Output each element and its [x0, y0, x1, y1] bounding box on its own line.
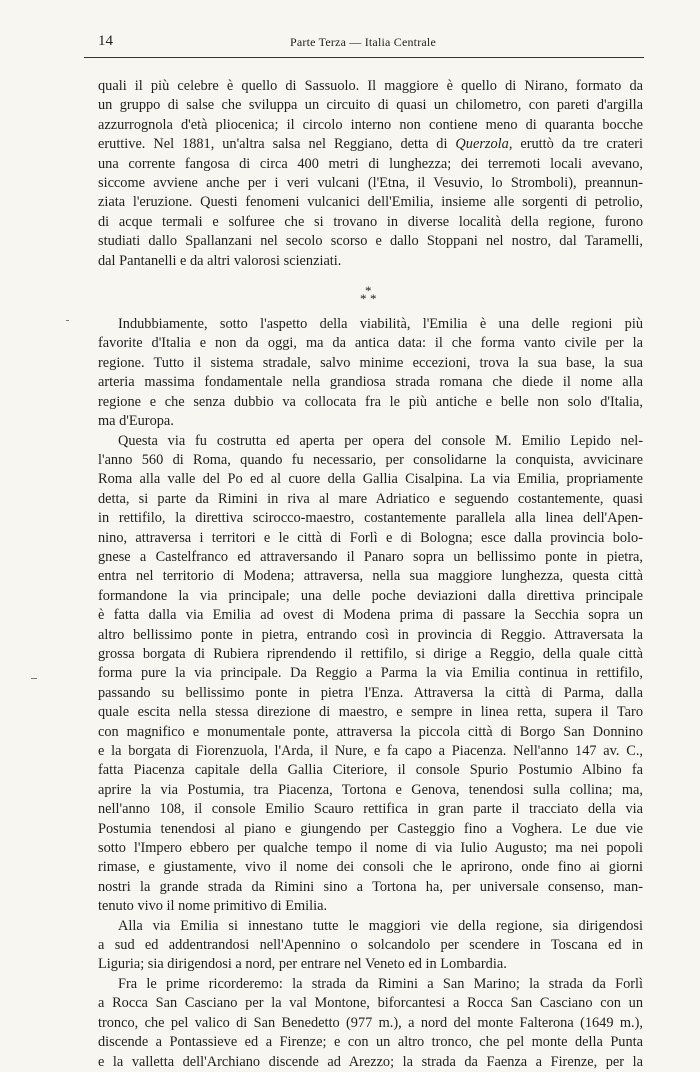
text-line: una corrente fangosa di circa 400 metri di lunghezza; dei terremoti locali avevano,: [98, 155, 643, 172]
text-line: azzurrognola d'età pliocenica; il circolo interno non contiene meno di quaranta bocche: [98, 116, 643, 133]
text-line: grossa borgata di Rubiera riprendendo il rettifilo, si dirige a Reggio, della quale città: [98, 645, 643, 662]
text-line: favorite d'Italia e non da oggi, ma da antica data: il che forma vanto civile per la: [98, 335, 643, 352]
text-line: fatta Piacenza capitale della Gallia Citeriore, il console Spurio Postumio Albino fa: [98, 762, 643, 779]
text-line: in rettifilo, la direttiva scirocco-maestro, costantemente parallela alla linea dell'Apen-: [98, 510, 643, 527]
text-line: dal Pantanelli e da altri valorosi scienziati.: [98, 252, 342, 269]
header-rule: [84, 57, 644, 58]
text-line: forma pure la via principale. Da Reggio a Parma la via Emilia continua in rettifilo,: [98, 665, 643, 682]
text-line: rimase, e giustamente, vivo il nome dei consoli che le aprirono, onde fino ai giorni: [98, 859, 643, 876]
text-line: tenuto vivo il nome primitivo di Emilia.: [98, 898, 328, 915]
page-header: [84, 33, 642, 53]
text-line: tronco, che pel valico di San Benedetto (977 m.), a nord del monte Falterona (1649 m.),: [98, 1014, 643, 1031]
margin-speck: [31, 678, 37, 679]
text-line: passando su bellissimo ponte in pietra l'Enza. Attraversa la città di Parma, dalla: [98, 684, 643, 701]
text-line: con magnifico e monumentale ponte, attraversa la piccola città di Borgo San Donnino: [98, 723, 643, 740]
text-line: e la borgata di Fiorenzuola, l'Arda, il Nure, e fa capo a Piacenza. Nell'anno 147 av. C.,: [98, 743, 643, 759]
text-line: gnese a Castelfranco ed attraversando il Panaro sopra un bellissimo ponte in pietra,: [98, 548, 643, 565]
text-line: aprire la via Postumia, tra Piacenza, Tortona e Genova, tenendosi sulla collina; ma,: [98, 781, 643, 798]
asterism-separator: * * *: [360, 283, 377, 307]
text-line: entra nel territorio di Modena; attraversa, nella sua maggiore lunghezza, questa città: [98, 568, 643, 585]
text-line: formandone la via principale; una delle poche deviazioni dalla direttiva principale: [98, 587, 643, 604]
page-number: 14: [98, 33, 113, 49]
text-line: siccome avviene anche per i veri vulcani (l'Etna, il Vesuvio, lo Stromboli), preannun-: [98, 175, 643, 192]
text-line: arteria massima fondamentale nella grandiosa strada romana che diede il nome alla: [98, 374, 643, 391]
body-text: [98, 77, 643, 1072]
text-line: ziata l'eruzione. Questi fenomeni vulcanici dell'Emilia, insieme alle sorgenti di petrolio,: [98, 194, 643, 211]
text-line: di acque termali e solfuree che si trovano in diverse località della regione, furono: [98, 213, 643, 230]
text-line: regione e che senza dubbio va collocata fra le più antiche e belle non solo d'Italia,: [98, 393, 643, 410]
text-line: Questa via fu costrutta ed aperta per opera del console M. Emilio Lepido nel-: [118, 432, 643, 449]
text-line: e la valletta dell'Archiano discende ad Arezzo; la strada da Faenza a Firenze, per la: [98, 1053, 643, 1070]
text-line: quali il più celebre è quello di Sassuolo. Il maggiore è quello di Nirano, formato da: [98, 78, 643, 94]
text-line: Indubbiamente, sotto l'aspetto della viabilità, l'Emilia è una delle regioni più: [118, 316, 643, 333]
text-line: Liguria; sia dirigendosi a nord, per entrare nel Veneto ed in Lombardia.: [98, 956, 507, 973]
text-line: discende a Pontassieve ed a Firenze; e con un altro tronco, che pel monte della Punta: [98, 1034, 643, 1051]
text-line: a Rocca San Casciano per la val Montone, biforcantesi a Rocca San Casciano con un: [98, 995, 643, 1012]
paragraph-southern-roads: [98, 975, 643, 1072]
text-line: ma d'Europa.: [98, 413, 174, 430]
text-line: è fatta dalla via Emilia ad ovest di Modena prima di passare la Secchia sopra un: [98, 607, 643, 624]
paragraph-via-emilia: [98, 432, 643, 917]
margin-speck: [66, 320, 69, 321]
text-line: un gruppo di salse che sviluppa un circuito di quasi un chilometro, con pareti d'argilla: [98, 97, 643, 114]
text-line: nino, attraversa i territori e le città di Forlì e di Bologna; esce dalla provincia bolo-: [98, 529, 643, 546]
paragraph-viability: [98, 315, 643, 431]
paragraph-volcanic: [98, 77, 643, 271]
running-head: Parte Terza — Italia Centrale: [289, 35, 436, 49]
italic-place-name: Querzola: [455, 136, 509, 153]
text-line: detta, si parte da Rimini in riva al mare Adriatico e seguendo costantemente, quasi: [98, 490, 643, 507]
text-line: nostri la grande strada da Rimini sino a Tortona ha, per universale consenso, man-: [98, 878, 643, 895]
text-line: nell'anno 108, il console Emilio Scauro rettifica in gran parte il tracciato della via: [98, 801, 643, 818]
text-line: quale escita nella stessa direzione di maestro, e sempre in linea retta, supera il Taro: [98, 704, 643, 721]
text-line: Alla via Emilia si innestano tutte le maggiori vie della regione, sia dirigendosi: [118, 917, 643, 934]
text-line: l'anno 560 di Roma, quando fu necessario, per consolidarne la conquista, avvicinare: [98, 451, 643, 468]
text-line: eruttive. Nel 1881, un'altra salsa nel Reggiano, detta di Querzola, eruttò da tre crateri: [98, 136, 643, 153]
text-line: altro bellissimo ponte in pietra, entrando così in provincia di Reggio. Attraversata la: [98, 626, 643, 643]
text-line: sotto l'Impero ebbero per qualche tempo il nome di via Iulio Augusto; ma nei popoli: [98, 840, 643, 857]
text-line: Fra le prime ricorderemo: la strada da Rimini a San Marino; la strada da Forlì: [118, 975, 643, 992]
text-line: Postumia tenendosi al piano e giungendo per Casteggio fino a Voghera. Le due vie: [98, 820, 643, 837]
text-line: regione. Tutto il sistema stradale, salvo minime eccezioni, trova la sua base, la sua: [98, 354, 643, 371]
paragraph-connections: [98, 917, 643, 975]
text-line: Roma alla valle del Po ed al cuore della Gallia Cisalpina. La via Emilia, propriamente: [98, 471, 643, 488]
text-line: studiati dallo Spallanzani nel secolo scorso e dallo Stoppani nel nostro, dal Taramelli,: [98, 233, 643, 250]
text-line: a sud ed addentrandosi nell'Apennino o solcandolo per scendere in Toscana ed in: [98, 937, 643, 954]
